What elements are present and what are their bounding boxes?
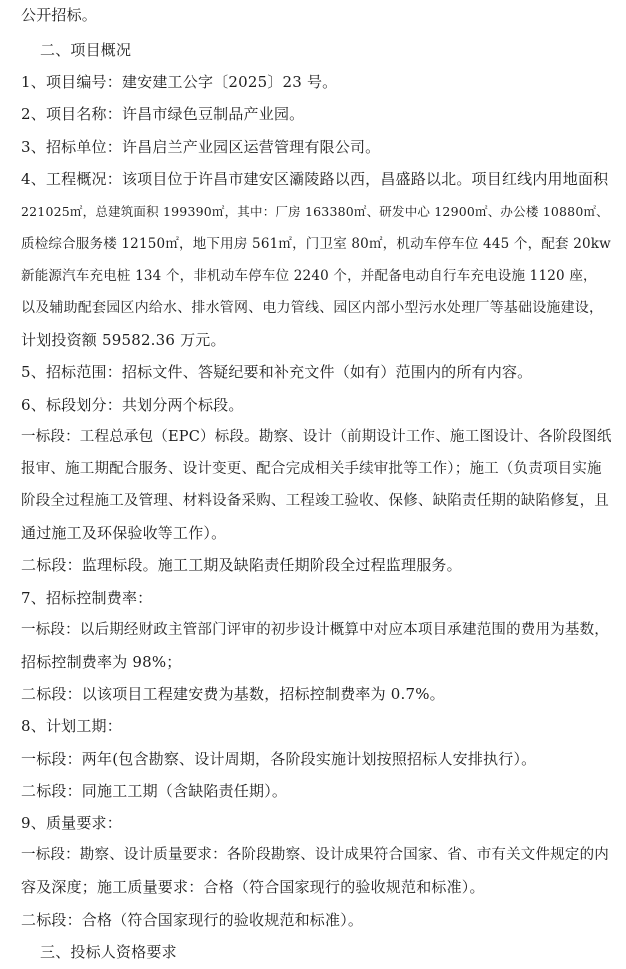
text-line: 通过施工及环保验收等工作）。 bbox=[21, 524, 227, 542]
text-line: 二标段：同施工工期（含缺陷责任期）。 bbox=[21, 782, 288, 800]
text-line: 221025㎡，总建筑面积 199390㎡，其中：厂房 163380㎡、研发中心 12900㎡、办公楼 10880㎡、 bbox=[21, 204, 609, 219]
text-line: 以及辅助配套园区内给水、排水管网、电力管线、园区内部小型污水处理厂等基础设施建设， bbox=[21, 300, 604, 316]
text-line: 4、工程概况：该项目位于许昌市建安区灞陵路以西，昌盛路以北。项目红线内用地面积 bbox=[21, 170, 609, 188]
text-line: 1、项目编号：建安建工公字〔2025〕23 号。 bbox=[21, 73, 338, 91]
text-line: 8、计划工期： bbox=[21, 717, 122, 735]
text-line: 5、招标范围：招标文件、答疑纪要和补充文件（如有）范围内的所有内容。 bbox=[21, 363, 533, 381]
text-line: 一标段：以后期经财政主管部门评审的初步设计概算中对应本项目承建范围的费用为基数， bbox=[21, 622, 609, 638]
text-line: 计划投资额 59582.36 万元。 bbox=[21, 331, 226, 349]
text-line: 6、标段划分：共划分两个标段。 bbox=[21, 396, 244, 414]
text-line: 二标段：以该项目工程建安费为基数，招标控制费率为 0.7%。 bbox=[21, 685, 445, 703]
section-heading: 三、投标人资格要求 bbox=[40, 943, 177, 961]
text-line: 7、招标控制费率： bbox=[21, 589, 153, 607]
text-line: 招标控制费率为 98%； bbox=[21, 653, 182, 671]
text-line: 一标段：工程总承包（EPC）标段。勘察、设计（前期设计工作、施工图设计、各阶段图纸 bbox=[21, 429, 612, 445]
text-line: 质检综合服务楼 12150㎡，地下用房 561㎡，门卫室 80㎡，机动车停车位 445 个，配套 20kw bbox=[21, 236, 611, 252]
text-line: 一标段：勘察、设计质量要求：各阶段勘察、设计成果符合国家、省、市有关文件规定的内 bbox=[21, 847, 609, 863]
text-line: 一标段：两年(包含勘察、设计周期，各阶段实施计划按照招标人安排执行）。 bbox=[21, 750, 537, 768]
text-line: 容及深度；施工质量要求：合格（符合国家现行的验收规范和标准）。 bbox=[21, 878, 485, 896]
section-heading: 二、项目概况 bbox=[40, 41, 132, 59]
text-line: 二标段：合格（符合国家现行的验收规范和标准）。 bbox=[21, 911, 364, 929]
text-line: 3、招标单位：许昌启兰产业园区运营管理有限公司。 bbox=[21, 138, 381, 156]
text-line: 新能源汽车充电桩 134 个，非机动车停车位 2240 个，并配备电动自行车充电设施 1120 座， bbox=[21, 268, 597, 284]
text-line: 二标段：监理标段。施工工期及缺陷责任期阶段全过程监理服务。 bbox=[21, 556, 462, 574]
text-line: 阶段全过程施工及管理、材料设备采购、工程竣工验收、保修、缺陷责任期的缺陷修复，且 bbox=[21, 493, 609, 509]
text-line: 报审、施工期配合服务、设计变更、配合完成相关手续审批等工作）；施工（负责项目实施 bbox=[21, 461, 602, 477]
text-line: 2、项目名称：许昌市绿色豆制品产业园。 bbox=[21, 105, 305, 123]
text-line: 公开招标。 bbox=[21, 6, 98, 24]
text-line: 9、质量要求： bbox=[21, 814, 122, 832]
